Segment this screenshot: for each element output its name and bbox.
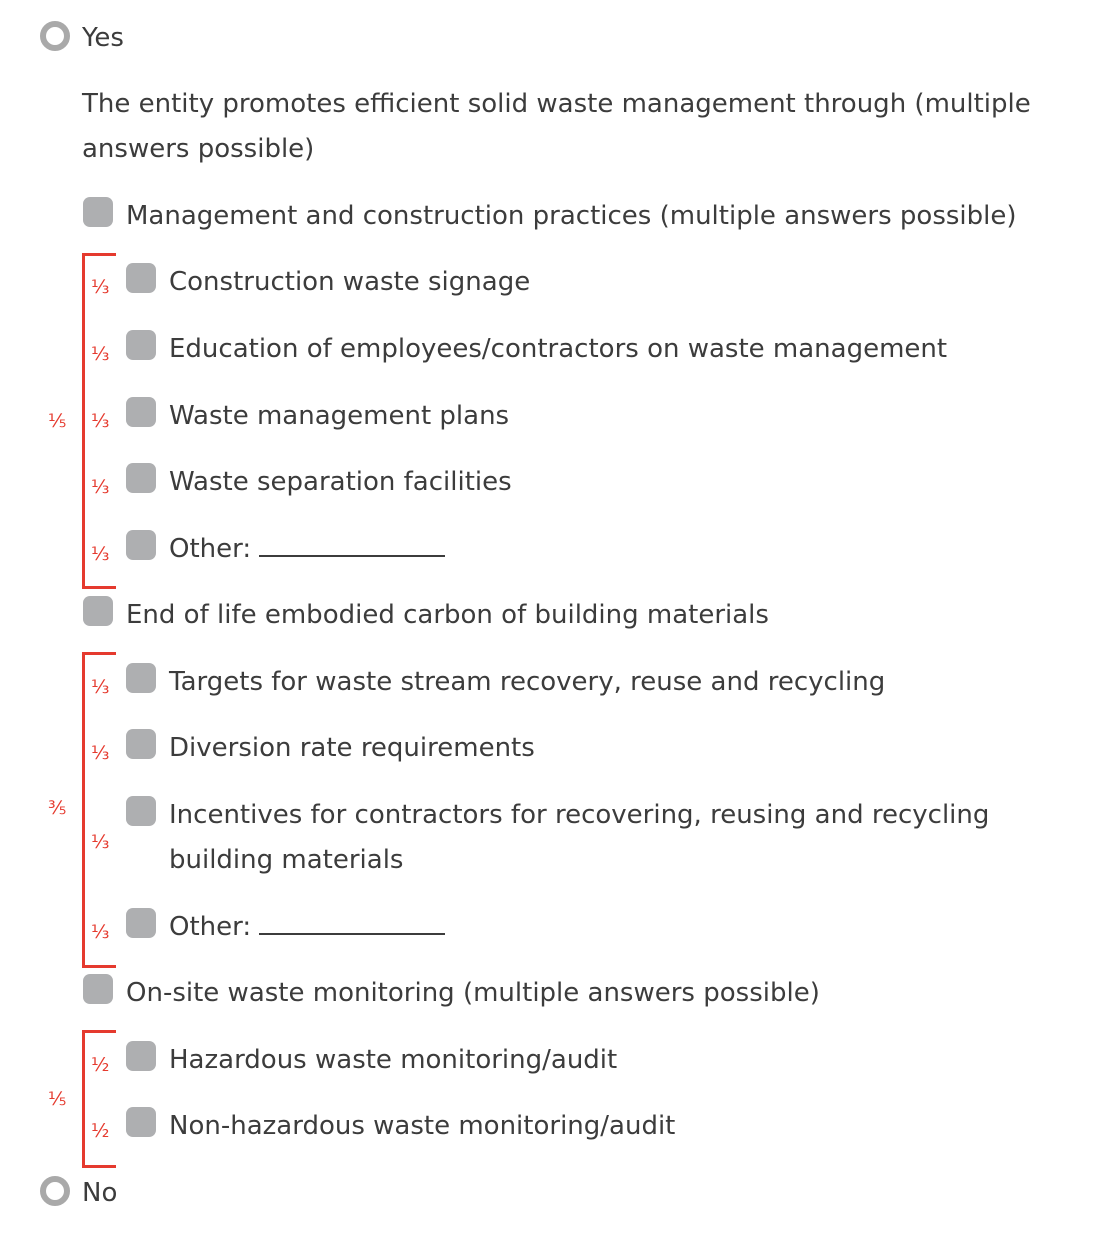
yes-radio[interactable] xyxy=(40,21,70,51)
group-weight-onsite-monitoring: ⅕ xyxy=(48,1088,67,1110)
no-radio[interactable] xyxy=(40,1176,70,1206)
other-label xyxy=(169,905,445,950)
item-label: Non-hazardous waste monitoring/audit xyxy=(169,1111,676,1141)
incentives-contractors-checkbox[interactable] xyxy=(126,796,156,826)
other-blank-field[interactable] xyxy=(259,533,445,557)
waste-management-plans-checkbox[interactable] xyxy=(126,397,156,427)
group-label-end-of-life: End of life embodied carbon of building materials xyxy=(126,600,769,630)
management-practices-checkbox[interactable] xyxy=(83,197,113,227)
item-fraction: ⅓ xyxy=(91,676,110,698)
item-fraction: ⅓ xyxy=(91,921,110,943)
waste-separation-checkbox[interactable] xyxy=(126,463,156,493)
question-text: The entity promotes efficient solid waste management through (multiple answers possible) xyxy=(82,89,1031,164)
onsite-monitoring-checkbox[interactable] xyxy=(83,974,113,1004)
item-fraction: ½ xyxy=(91,1120,110,1142)
other-text: Other: xyxy=(169,912,252,942)
yes-label: Yes xyxy=(82,23,124,53)
item-fraction: ⅓ xyxy=(91,476,110,498)
targets-waste-stream-checkbox[interactable] xyxy=(126,663,156,693)
item-label: Incentives for contractors for recovering, reusing and recycling building materials xyxy=(169,800,990,875)
item-label: Education of employees/contractors on waste management xyxy=(169,334,948,364)
group-label-onsite-monitoring: On-site waste monitoring (multiple answers possible) xyxy=(126,978,820,1008)
other-management-checkbox[interactable] xyxy=(126,530,156,560)
group-label-management: Management and construction practices (multiple answers possible) xyxy=(126,201,1017,231)
group-weight-management: ⅕ xyxy=(48,410,67,432)
group-weight-end-of-life: ⅗ xyxy=(48,797,67,819)
education-employees-checkbox[interactable] xyxy=(126,330,156,360)
item-label: Waste management plans xyxy=(169,401,510,431)
end-of-life-checkbox[interactable] xyxy=(83,596,113,626)
item-label: Targets for waste stream recovery, reuse and recycling xyxy=(169,667,886,697)
item-fraction: ⅓ xyxy=(91,543,110,565)
no-label: No xyxy=(82,1178,118,1208)
other-blank-field[interactable] xyxy=(259,911,445,935)
diversion-rate-checkbox[interactable] xyxy=(126,729,156,759)
item-fraction: ⅓ xyxy=(91,831,110,853)
item-label: Waste separation facilities xyxy=(169,467,512,497)
item-fraction: ⅓ xyxy=(91,343,110,365)
item-label: Hazardous waste monitoring/audit xyxy=(169,1045,618,1075)
group-bracket-onsite-monitoring xyxy=(82,1030,116,1168)
item-label: Diversion rate requirements xyxy=(169,733,535,763)
hazardous-waste-checkbox[interactable] xyxy=(126,1041,156,1071)
item-fraction: ⅓ xyxy=(91,410,110,432)
other-label xyxy=(169,527,445,572)
non-hazardous-waste-checkbox[interactable] xyxy=(126,1107,156,1137)
item-fraction: ⅓ xyxy=(91,742,110,764)
item-label: Construction waste signage xyxy=(169,267,531,297)
other-end-of-life-checkbox[interactable] xyxy=(126,908,156,938)
item-fraction: ⅓ xyxy=(91,276,110,298)
item-fraction: ½ xyxy=(91,1054,110,1076)
other-text: Other: xyxy=(169,534,252,564)
construction-waste-signage-checkbox[interactable] xyxy=(126,263,156,293)
